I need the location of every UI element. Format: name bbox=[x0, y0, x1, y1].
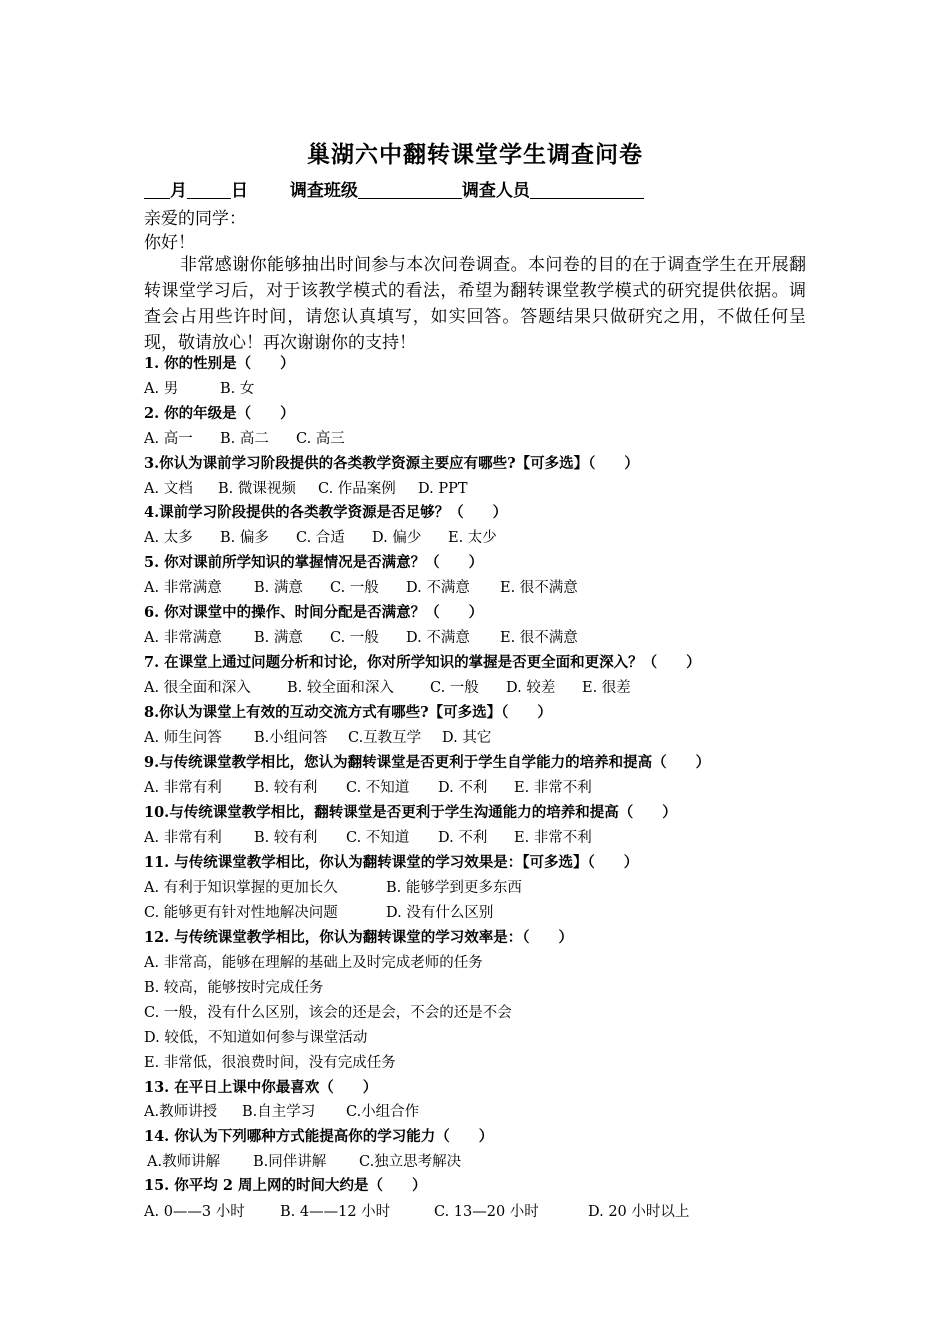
option[interactable]: B. 满意 bbox=[254, 630, 303, 646]
option[interactable]: D. 不利 bbox=[438, 780, 488, 796]
question-9: 9.与传统课堂教学相比，您认为翻转课堂是否更利于学生自学能力的培养和提高（ ） bbox=[144, 754, 711, 771]
option[interactable]: E. 很差 bbox=[582, 680, 631, 696]
option[interactable]: B. 高二 bbox=[220, 431, 269, 447]
option[interactable]: A. 文档 bbox=[144, 481, 193, 497]
question-4: 4.课前学习阶段提供的各类教学资源是否足够？（ ） bbox=[144, 504, 508, 521]
option[interactable]: D. 较差 bbox=[506, 680, 556, 696]
options-7 bbox=[144, 676, 631, 697]
hello: 你好！ bbox=[144, 233, 195, 253]
options-4 bbox=[144, 526, 497, 547]
option[interactable]: E. 很不满意 bbox=[500, 580, 578, 596]
option[interactable]: B.自主学习 bbox=[242, 1104, 316, 1120]
option[interactable]: A. 很全面和深入 bbox=[144, 680, 251, 696]
class-blank[interactable] bbox=[358, 180, 462, 199]
option[interactable]: A. 高一 bbox=[144, 431, 193, 447]
option[interactable]: A. 男 bbox=[144, 381, 179, 397]
question-12: 12. 与传统课堂教学相比，你认为翻转课堂的学习效率是：（ ） bbox=[144, 929, 574, 946]
option[interactable]: D. 其它 bbox=[442, 730, 492, 746]
options-6 bbox=[144, 626, 578, 647]
option[interactable]: B. 较高，能够按时完成任务 bbox=[144, 980, 324, 996]
options-3 bbox=[144, 477, 468, 498]
option[interactable]: A. 师生问答 bbox=[144, 730, 222, 746]
option[interactable]: C. 能够更有针对性地解决问题 bbox=[144, 905, 338, 921]
question-5: 5. 你对课前所学知识的掌握情况是否满意？（ ） bbox=[144, 554, 484, 571]
option[interactable]: C. 合适 bbox=[296, 530, 345, 546]
option[interactable]: A. 非常有利 bbox=[144, 830, 222, 846]
option[interactable]: C. 作品案例 bbox=[318, 481, 396, 497]
option[interactable]: B. 女 bbox=[220, 381, 255, 397]
question-13: 13. 在平日上课中你最喜欢（ ） bbox=[144, 1079, 378, 1096]
option[interactable]: C. 一般 bbox=[330, 630, 379, 646]
option[interactable]: C.独立思考解决 bbox=[359, 1154, 462, 1170]
options-8 bbox=[144, 726, 491, 747]
intro-paragraph: 非常感谢你能够抽出时间参与本次问卷调查。本问卷的目的在于调查学生在开展翻转课堂学习后，对于该教学模式的看法，希望为翻转课堂教学模式的研究提供依据。调查会占用些许时间，请您认真填写，如实回答。答题结果只做研究之用，不做任何呈现，敬请放心！再次谢谢你的支持！ bbox=[144, 255, 806, 353]
option[interactable]: B. 满意 bbox=[254, 580, 303, 596]
option[interactable]: C.互教互学 bbox=[348, 730, 422, 746]
option[interactable]: B. 4——12 小时 bbox=[280, 1204, 391, 1220]
option[interactable]: B. 能够学到更多东西 bbox=[386, 880, 522, 896]
question-1: 1. 你的性别是（ ） bbox=[144, 355, 295, 372]
option[interactable]: D. 不满意 bbox=[406, 580, 470, 596]
question-2: 2. 你的年级是（ ） bbox=[144, 405, 295, 422]
question-10: 10.与传统课堂教学相比，翻转课堂是否更利于学生沟通能力的培养和提高（ ） bbox=[144, 804, 677, 821]
option[interactable]: C. 高三 bbox=[296, 431, 345, 447]
day-blank[interactable] bbox=[187, 180, 231, 199]
options-10 bbox=[144, 826, 592, 847]
option[interactable]: C.小组合作 bbox=[346, 1104, 420, 1120]
option[interactable]: A. 太多 bbox=[144, 530, 193, 546]
option[interactable]: B.小组问答 bbox=[254, 730, 328, 746]
option[interactable]: D. 较低，不知道如何参与课堂活动 bbox=[144, 1030, 368, 1046]
option[interactable]: C. 一般 bbox=[330, 580, 379, 596]
greeting: 亲爱的同学： bbox=[144, 209, 246, 229]
option[interactable]: C. 不知道 bbox=[346, 780, 410, 796]
option[interactable]: A. 非常高，能够在理解的基础上及时完成老师的任务 bbox=[144, 955, 483, 971]
question-6: 6. 你对课堂中的操作、时间分配是否满意？（ ） bbox=[144, 604, 484, 621]
question-15: 15. 你平均 2 周上网的时间大约是（ ） bbox=[144, 1177, 427, 1194]
option[interactable]: B. 偏多 bbox=[220, 530, 269, 546]
option[interactable]: A. 0——3 小时 bbox=[144, 1204, 245, 1220]
option[interactable]: B. 较有利 bbox=[254, 780, 318, 796]
option[interactable]: E. 很不满意 bbox=[500, 630, 578, 646]
class-label: 调查班级 bbox=[289, 181, 358, 201]
question-3 bbox=[144, 452, 639, 473]
option[interactable]: C. 一般 bbox=[430, 680, 479, 696]
option[interactable]: D. 没有什么区别 bbox=[386, 905, 494, 921]
question-3-text: 3.你认为课前学习阶段提供的各类教学资源主要应有哪些?【可多选】（ ） bbox=[144, 455, 639, 472]
option[interactable]: D. PPT bbox=[418, 481, 468, 497]
options-2 bbox=[144, 427, 345, 448]
options-13 bbox=[144, 1100, 419, 1121]
month-label: 月 bbox=[170, 181, 187, 201]
staff-label: 调查人员 bbox=[461, 181, 530, 201]
options-5 bbox=[144, 576, 578, 597]
option[interactable]: A. 非常满意 bbox=[144, 580, 222, 596]
option[interactable]: A. 非常有利 bbox=[144, 780, 222, 796]
option[interactable]: A. 有利于知识掌握的更加长久 bbox=[144, 880, 338, 896]
option[interactable]: D. 偏少 bbox=[372, 530, 422, 546]
option[interactable]: E. 太少 bbox=[448, 530, 497, 546]
option[interactable]: E. 非常不利 bbox=[514, 780, 592, 796]
staff-blank[interactable] bbox=[530, 180, 644, 199]
option[interactable]: B.同伴讲解 bbox=[253, 1154, 327, 1170]
month-blank[interactable] bbox=[144, 180, 170, 199]
option[interactable]: A. 非常满意 bbox=[144, 630, 222, 646]
option[interactable]: C. 不知道 bbox=[346, 830, 410, 846]
day-label: 日 bbox=[231, 181, 248, 201]
question-11: 11. 与传统课堂教学相比，你认为翻转课堂的学习效果是：【可多选】（ ） bbox=[144, 854, 639, 871]
options-11b bbox=[144, 901, 493, 922]
survey-header bbox=[144, 176, 644, 201]
option[interactable]: E. 非常低，很浪费时间，没有完成任务 bbox=[144, 1055, 396, 1071]
option[interactable]: B. 微课视频 bbox=[218, 481, 296, 497]
options-11a bbox=[144, 876, 522, 897]
option[interactable]: B. 较全面和深入 bbox=[287, 680, 394, 696]
options-1 bbox=[144, 377, 254, 398]
option[interactable]: C. 13—20 小时 bbox=[434, 1204, 539, 1220]
options-15 bbox=[144, 1200, 689, 1221]
option[interactable]: E. 非常不利 bbox=[514, 830, 592, 846]
question-14: 14. 你认为下列哪种方式能提高你的学习能力（ ） bbox=[144, 1128, 494, 1145]
option[interactable]: D. 不利 bbox=[438, 830, 488, 846]
page-title: 巢湖六中翻转课堂学生调查问卷 bbox=[307, 141, 643, 168]
question-7: 7. 在课堂上通过问题分析和讨论，你对所学知识的掌握是否更全面和更深入？（ ） bbox=[144, 654, 701, 671]
options-14 bbox=[147, 1150, 461, 1171]
option[interactable]: A.教师讲解 bbox=[147, 1154, 221, 1170]
option[interactable]: A.教师讲授 bbox=[144, 1104, 218, 1120]
option[interactable]: C. 一般，没有什么区别，该会的还是会，不会的还是不会 bbox=[144, 1005, 512, 1021]
option[interactable]: B. 较有利 bbox=[254, 830, 318, 846]
options-9 bbox=[144, 776, 592, 797]
question-8: 8.你认为课堂上有效的互动交流方式有哪些?【可多选】（ ） bbox=[144, 704, 552, 721]
option[interactable]: D. 不满意 bbox=[406, 630, 470, 646]
option[interactable]: D. 20 小时以上 bbox=[588, 1204, 690, 1220]
